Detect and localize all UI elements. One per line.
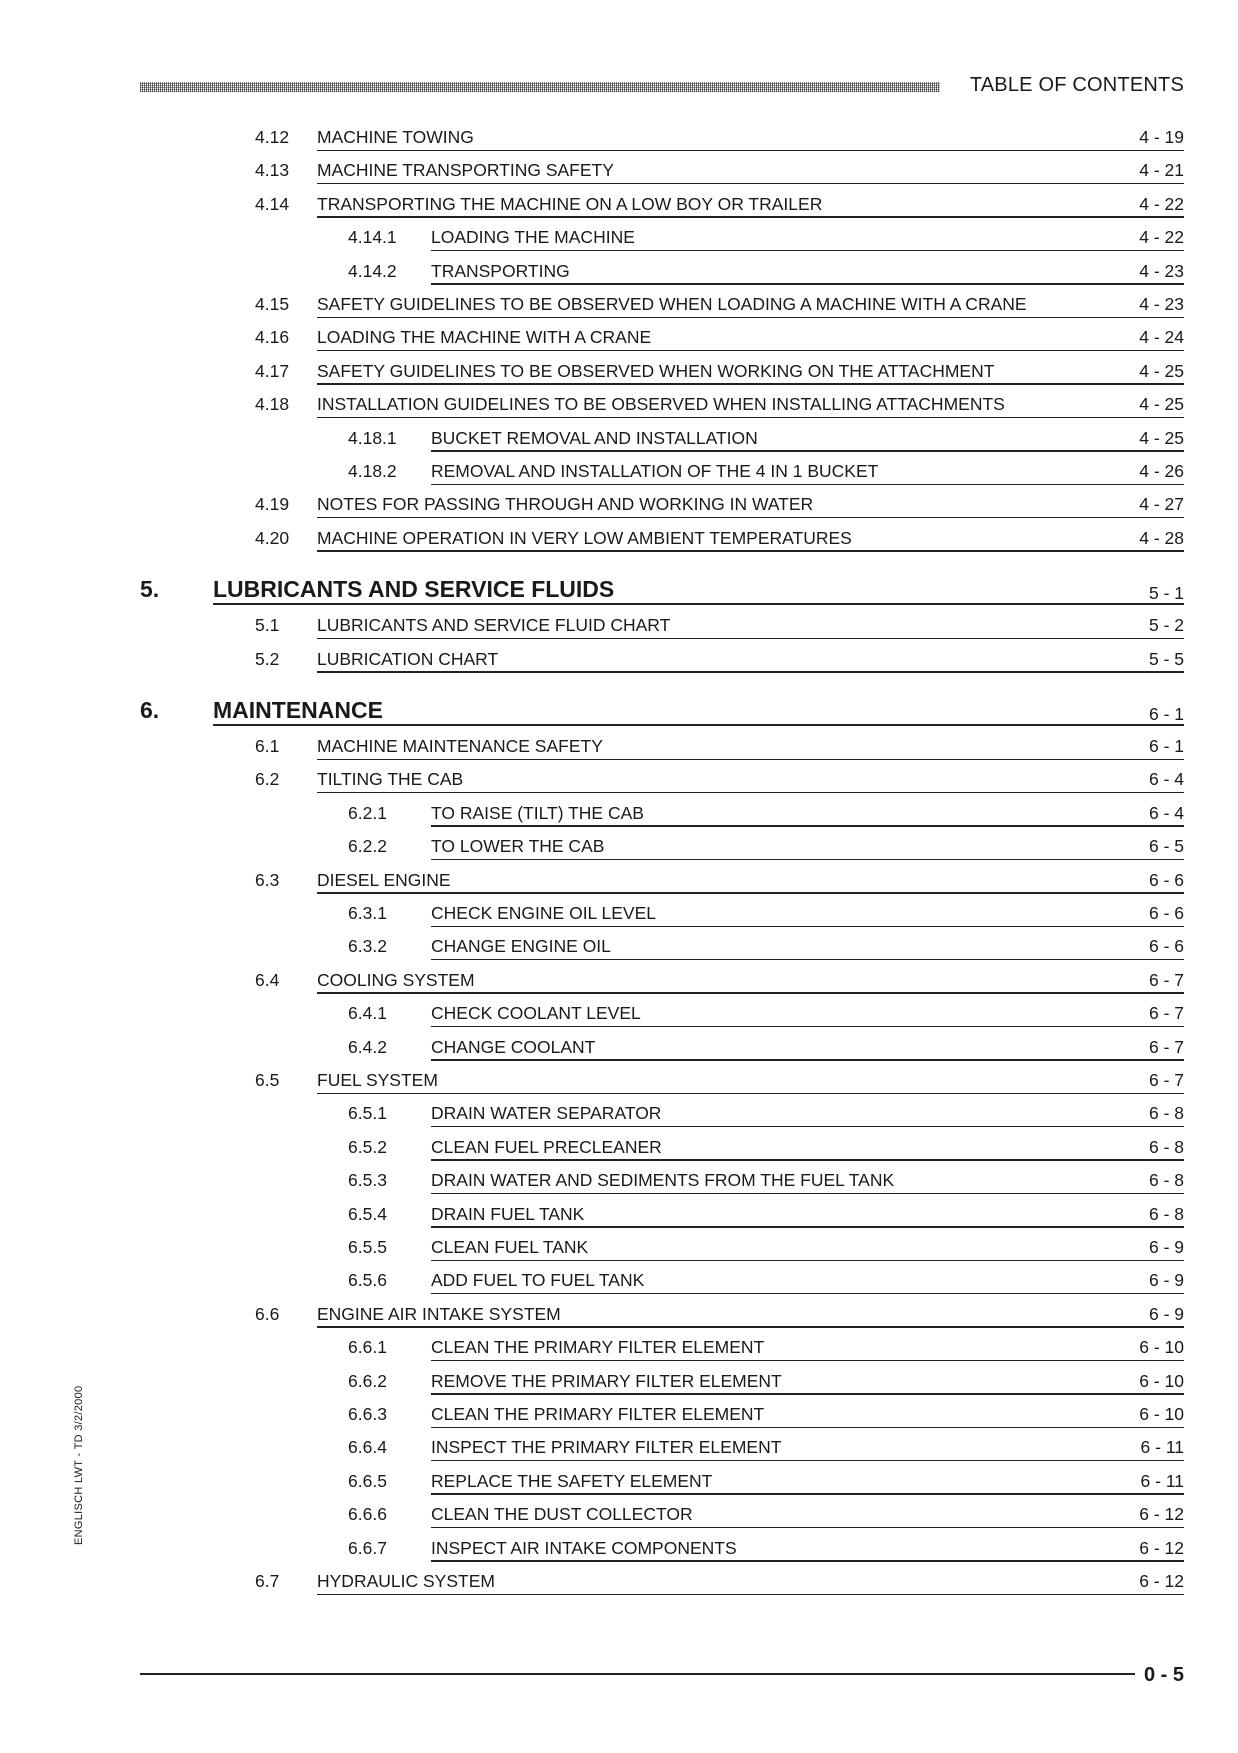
toc-entry-rule [213, 724, 1184, 726]
toc-entry-rule [317, 1594, 1184, 1596]
toc-entry-title: CLEAN FUEL PRECLEANER [431, 1136, 662, 1157]
toc-entry[interactable] [0, 997, 1184, 1027]
toc-entry-rule [317, 150, 1184, 152]
toc-entry-page: 6 - 4 [1148, 769, 1184, 790]
toc-entry-title: FUEL SYSTEM [317, 1070, 438, 1090]
toc-entry-number: 6.6.2 [348, 1370, 387, 1391]
toc-entry-number: 6.5.1 [348, 1103, 387, 1124]
toc-entry-rule [431, 450, 1184, 452]
toc-entry[interactable] [0, 797, 1184, 827]
toc-entry-rule [317, 383, 1184, 385]
toc-entry-rule [431, 1393, 1184, 1395]
toc-entry[interactable] [0, 121, 1184, 151]
toc-entry-number: 4.18.2 [348, 461, 397, 481]
toc-entry-page: 4 - 28 [1139, 527, 1184, 548]
toc-entry-page: 6 - 7 [1148, 969, 1184, 990]
toc-entry-number: 4.18 [255, 394, 290, 415]
toc-entry-number: 5.1 [255, 615, 280, 636]
toc-entry-rule [431, 1293, 1184, 1295]
toc-entry[interactable] [0, 154, 1184, 184]
toc-entry-title: CLEAN FUEL TANK [431, 1237, 589, 1257]
toc-entry-title: LUBRICANTS AND SERVICE FLUID CHART [317, 615, 671, 636]
toc-entry-title: TILTING THE CAB [317, 769, 464, 790]
toc-entry[interactable] [0, 1097, 1184, 1127]
toc-entry[interactable] [0, 388, 1184, 418]
toc-entry-rule [317, 638, 1184, 640]
toc-entry-page: 6 - 8 [1148, 1203, 1184, 1224]
toc-entry[interactable] [0, 321, 1184, 351]
toc-entry-number: 6.5.3 [348, 1170, 387, 1191]
toc-entry-page: 5 - 2 [1148, 615, 1184, 636]
toc-entry[interactable] [0, 930, 1184, 960]
footer-rule [140, 1673, 1135, 1675]
toc-entry-title: TO RAISE (TILT) THE CAB [431, 802, 644, 823]
toc-entry-rule [317, 417, 1184, 419]
toc-entry-page: 4 - 22 [1139, 227, 1184, 248]
toc-entry-title: LUBRICANTS AND SERVICE FLUIDS [213, 576, 615, 603]
toc-entry-page: 4 - 23 [1139, 294, 1184, 314]
toc-entry-number: 6.4 [255, 969, 280, 990]
side-document-code: ENGLISCH LWT - TD 3/2/2000 [73, 1385, 85, 1545]
toc-entry-number: 6.5.4 [348, 1203, 387, 1224]
toc-entry-number: 4.13 [255, 160, 290, 181]
toc-entry-rule [431, 1360, 1184, 1362]
toc-entry-rule [317, 183, 1184, 185]
toc-entry-rule [317, 671, 1184, 673]
toc-entry[interactable] [0, 1198, 1184, 1228]
toc-entry[interactable] [0, 1031, 1184, 1061]
toc-entry-rule [317, 517, 1184, 519]
toc-entry-number: 5. [140, 576, 160, 603]
toc-entry-page: 6 - 1 [1148, 704, 1184, 724]
toc-entry-page: 6 - 7 [1148, 1070, 1184, 1090]
toc-entry[interactable] [0, 830, 1184, 860]
toc-entry-number: 6.6.7 [348, 1537, 387, 1558]
toc-entry-title: INSTALLATION GUIDELINES TO BE OBSERVED WHEN INSTALLING ATTACHMENTS [317, 394, 1005, 415]
toc-entry-number: 6.6.3 [348, 1404, 387, 1424]
toc-chapter[interactable] [0, 696, 1184, 726]
toc-entry-rule [431, 1493, 1184, 1495]
toc-entry-page: 4 - 26 [1139, 461, 1184, 481]
toc-entry-rule [317, 1326, 1184, 1328]
toc-entry-title: MACHINE TRANSPORTING SAFETY [317, 160, 614, 181]
toc-entry-number: 6.2 [255, 769, 280, 790]
toc-entry-title: SAFETY GUIDELINES TO BE OBSERVED WHEN WORKING ON THE ATTACHMENT [317, 360, 995, 381]
toc-entry[interactable] [0, 188, 1184, 218]
toc-entry-page: 6 - 12 [1139, 1571, 1184, 1591]
toc-entry-page: 4 - 22 [1139, 193, 1184, 214]
toc-entry-number: 6.4.1 [348, 1003, 387, 1024]
toc-entry-number: 6.7 [255, 1571, 280, 1591]
toc-entry-rule [431, 1560, 1184, 1562]
toc-entry[interactable] [0, 964, 1184, 994]
toc-entry-page: 6 - 6 [1148, 936, 1184, 957]
toc-entry-rule [317, 792, 1184, 794]
toc-entry-rule [431, 959, 1184, 961]
toc-entry-rule [431, 926, 1184, 928]
toc-entry[interactable] [0, 255, 1184, 285]
toc-entry[interactable] [0, 730, 1184, 760]
toc-entry-page: 4 - 24 [1139, 327, 1184, 348]
toc-entry-number: 6.4.2 [348, 1036, 387, 1057]
toc-entry-rule [431, 1427, 1184, 1429]
toc-entry-title: MACHINE MAINTENANCE SAFETY [317, 736, 603, 756]
toc-entry-title: CHECK COOLANT LEVEL [431, 1003, 641, 1024]
toc-entry-number: 4.19 [255, 494, 290, 515]
toc-entry-title: MACHINE TOWING [317, 127, 474, 147]
toc-entry-page: 4 - 19 [1139, 127, 1184, 147]
toc-entry-rule [431, 1226, 1184, 1228]
toc-entry-page: 6 - 10 [1139, 1404, 1184, 1424]
toc-entry-title: ENGINE AIR INTAKE SYSTEM [317, 1303, 561, 1324]
toc-entry-page: 6 - 7 [1148, 1036, 1184, 1057]
toc-entry[interactable] [0, 1298, 1184, 1328]
toc-entry-number: 4.14.1 [348, 227, 397, 248]
page-header [140, 74, 1184, 104]
footer-page-number: 0 - 5 [1143, 1664, 1184, 1686]
toc-entry-page: 4 - 25 [1139, 360, 1184, 381]
toc-entry-number: 6.6.1 [348, 1337, 387, 1358]
toc-entry-title: LOADING THE MACHINE WITH A CRANE [317, 327, 652, 348]
toc-entry[interactable] [0, 221, 1184, 251]
toc-entry[interactable] [0, 422, 1184, 452]
toc-entry-number: 6.3.2 [348, 936, 387, 957]
toc-entry-page: 6 - 10 [1139, 1337, 1184, 1358]
toc-entry-page: 6 - 10 [1139, 1370, 1184, 1391]
toc-entry[interactable] [0, 455, 1184, 485]
toc-entry[interactable] [0, 609, 1184, 639]
toc-entry-page: 6 - 7 [1148, 1003, 1184, 1024]
toc-entry-number: 6. [140, 697, 160, 723]
toc-entry-rule [431, 1159, 1184, 1161]
toc-entry-page: 4 - 27 [1139, 494, 1184, 515]
toc-entry-title: INSPECT THE PRIMARY FILTER ELEMENT [431, 1437, 782, 1458]
toc-entry[interactable] [0, 522, 1184, 552]
toc-entry-rule [317, 992, 1184, 994]
toc-entry-page: 6 - 6 [1148, 869, 1184, 890]
toc-entry-page: 6 - 5 [1148, 836, 1184, 857]
toc-entry-page: 6 - 1 [1148, 736, 1184, 756]
toc-entry-rule [317, 892, 1184, 894]
toc-entry-page: 6 - 9 [1148, 1303, 1184, 1324]
toc-entry-title: CHANGE COOLANT [431, 1036, 596, 1057]
toc-entry-number: 6.6.6 [348, 1504, 387, 1525]
toc-entry-title: CLEAN THE DUST COLLECTOR [431, 1504, 693, 1525]
toc-entry-rule [431, 1527, 1184, 1529]
toc-entry-title: COOLING SYSTEM [317, 969, 475, 990]
toc-entry-number: 5.2 [255, 648, 280, 669]
toc-entry[interactable] [0, 864, 1184, 894]
toc-entry-rule [431, 825, 1184, 827]
toc-entry-number: 6.3 [255, 869, 280, 890]
toc-entry-title: CLEAN THE PRIMARY FILTER ELEMENT [431, 1337, 765, 1358]
toc-entry[interactable] [0, 1331, 1184, 1361]
toc-entry-page: 6 - 8 [1148, 1103, 1184, 1124]
toc-entry-title: DRAIN WATER AND SEDIMENTS FROM THE FUEL TANK [431, 1170, 895, 1191]
toc-entry-title: INSPECT AIR INTAKE COMPONENTS [431, 1537, 737, 1558]
toc-entry-page: 6 - 11 [1140, 1470, 1184, 1491]
toc-entry-title: TRANSPORTING [431, 260, 570, 281]
toc-entry-page: 4 - 23 [1139, 260, 1184, 281]
toc-entry-title: DRAIN WATER SEPARATOR [431, 1103, 662, 1124]
toc-entry-number: 6.6.5 [348, 1470, 387, 1491]
toc-entry-page: 6 - 8 [1148, 1170, 1184, 1191]
toc-entry-number: 4.14.2 [348, 260, 397, 281]
toc-entry-title: LUBRICATION CHART [317, 648, 499, 669]
toc-entry-page: 4 - 21 [1139, 160, 1184, 181]
toc-entry-title: MAINTENANCE [213, 697, 383, 723]
toc-entry-rule [431, 484, 1184, 486]
toc-entry-title: CLEAN THE PRIMARY FILTER ELEMENT [431, 1404, 765, 1424]
toc-entry-number: 6.3.1 [348, 903, 387, 923]
toc-entry-title: DRAIN FUEL TANK [431, 1203, 585, 1224]
toc-entry-rule [431, 859, 1184, 861]
toc-entry-number: 6.5.6 [348, 1270, 387, 1291]
toc-entry[interactable] [0, 1131, 1184, 1161]
toc-entry[interactable] [0, 1565, 1184, 1595]
toc-entry-rule [213, 603, 1184, 605]
toc-entry-number: 4.16 [255, 327, 290, 348]
toc-entry[interactable] [0, 1532, 1184, 1562]
toc-entry-number: 4.17 [255, 360, 290, 381]
toc-entry-rule [431, 250, 1184, 252]
toc-entry-rule [431, 1193, 1184, 1195]
toc-entry[interactable] [0, 1064, 1184, 1094]
toc-entry-number: 6.5.2 [348, 1136, 387, 1157]
toc-entry-rule [431, 1460, 1184, 1462]
toc-entry-page: 6 - 6 [1148, 903, 1184, 923]
toc-entry[interactable] [0, 1431, 1184, 1461]
toc-entry-title: ADD FUEL TO FUEL TANK [431, 1270, 645, 1291]
toc-entry-title: TO LOWER THE CAB [431, 836, 605, 857]
toc-entry-page: 5 - 5 [1148, 648, 1184, 669]
toc-entry-number: 6.5 [255, 1070, 280, 1090]
toc-entry-page: 6 - 11 [1140, 1437, 1184, 1458]
toc-entry[interactable] [0, 643, 1184, 673]
toc-entry-title: SAFETY GUIDELINES TO BE OBSERVED WHEN LOADING A MACHINE WITH A CRANE [317, 294, 1027, 314]
toc-entry[interactable] [0, 897, 1184, 927]
header-pattern-bar [140, 82, 940, 92]
toc-entry[interactable] [0, 763, 1184, 793]
toc-entry-page: 6 - 12 [1139, 1504, 1184, 1525]
toc-entry-rule [317, 1093, 1184, 1095]
toc-entry-number: 6.1 [255, 736, 280, 756]
toc-entry[interactable] [0, 488, 1184, 518]
toc-entry-number: 4.14 [255, 193, 290, 214]
header-title: TABLE OF CONTENTS [969, 74, 1184, 96]
toc-entry-title: BUCKET REMOVAL AND INSTALLATION [431, 427, 758, 448]
toc-entry-title: REPLACE THE SAFETY ELEMENT [431, 1470, 713, 1491]
toc-entry-title: CHECK ENGINE OIL LEVEL [431, 903, 656, 923]
toc-entry-number: 6.6 [255, 1303, 280, 1324]
toc-chapter[interactable] [0, 575, 1184, 605]
toc-entry[interactable] [0, 1498, 1184, 1528]
toc-entry[interactable] [0, 1398, 1184, 1428]
toc-entry-rule [317, 550, 1184, 552]
toc-entry[interactable] [0, 1231, 1184, 1261]
toc-entry-number: 6.2.2 [348, 836, 387, 857]
toc-entry-rule [431, 283, 1184, 285]
toc-entry-title: REMOVAL AND INSTALLATION OF THE 4 IN 1 BUCKET [431, 461, 879, 481]
toc-entry-number: 4.15 [255, 294, 290, 314]
toc-entry-rule [317, 216, 1184, 218]
toc-entry-rule [317, 317, 1184, 319]
toc-entry-title: NOTES FOR PASSING THROUGH AND WORKING IN WATER [317, 494, 814, 515]
toc-entry-rule [431, 1059, 1184, 1061]
toc-entry-page: 4 - 25 [1139, 427, 1184, 448]
toc-entry-page: 6 - 8 [1148, 1136, 1184, 1157]
toc-entry-page: 5 - 1 [1148, 583, 1184, 604]
toc-entry-page: 6 - 9 [1148, 1270, 1184, 1291]
toc-entry[interactable] [0, 1365, 1184, 1395]
toc-entry-rule [431, 1260, 1184, 1262]
toc-entry-title: REMOVE THE PRIMARY FILTER ELEMENT [431, 1370, 782, 1391]
toc-entry-number: 6.6.4 [348, 1437, 387, 1458]
toc-entry-title: CHANGE ENGINE OIL [431, 936, 611, 957]
toc-entry-page: 6 - 12 [1139, 1537, 1184, 1558]
toc-entry-rule [431, 1026, 1184, 1028]
toc-entry-title: MACHINE OPERATION IN VERY LOW AMBIENT TEMPERATURES [317, 527, 852, 548]
toc-entry-rule [317, 759, 1184, 761]
toc-entry-number: 6.2.1 [348, 802, 387, 823]
toc-entry-page: 4 - 25 [1139, 394, 1184, 415]
toc-entry-number: 4.12 [255, 127, 290, 147]
toc-entry-page: 6 - 9 [1148, 1237, 1184, 1257]
toc-entry-title: HYDRAULIC SYSTEM [317, 1571, 495, 1591]
toc-entry[interactable] [0, 1264, 1184, 1294]
toc-entry[interactable] [0, 288, 1184, 318]
toc-entry[interactable] [0, 1164, 1184, 1194]
toc-entry-title: TRANSPORTING THE MACHINE ON A LOW BOY OR TRAILER [317, 193, 823, 214]
toc-entry-page: 6 - 4 [1148, 802, 1184, 823]
toc-entry-number: 4.20 [255, 527, 290, 548]
toc-entry-number: 6.5.5 [348, 1237, 387, 1257]
toc-entry-title: LOADING THE MACHINE [431, 227, 635, 248]
toc-entry-title: DIESEL ENGINE [317, 869, 451, 890]
toc-entry-number: 4.18.1 [348, 427, 397, 448]
toc-entry[interactable] [0, 355, 1184, 385]
toc-entry[interactable] [0, 1465, 1184, 1495]
toc-entry-rule [317, 350, 1184, 352]
toc-entry-rule [431, 1126, 1184, 1128]
